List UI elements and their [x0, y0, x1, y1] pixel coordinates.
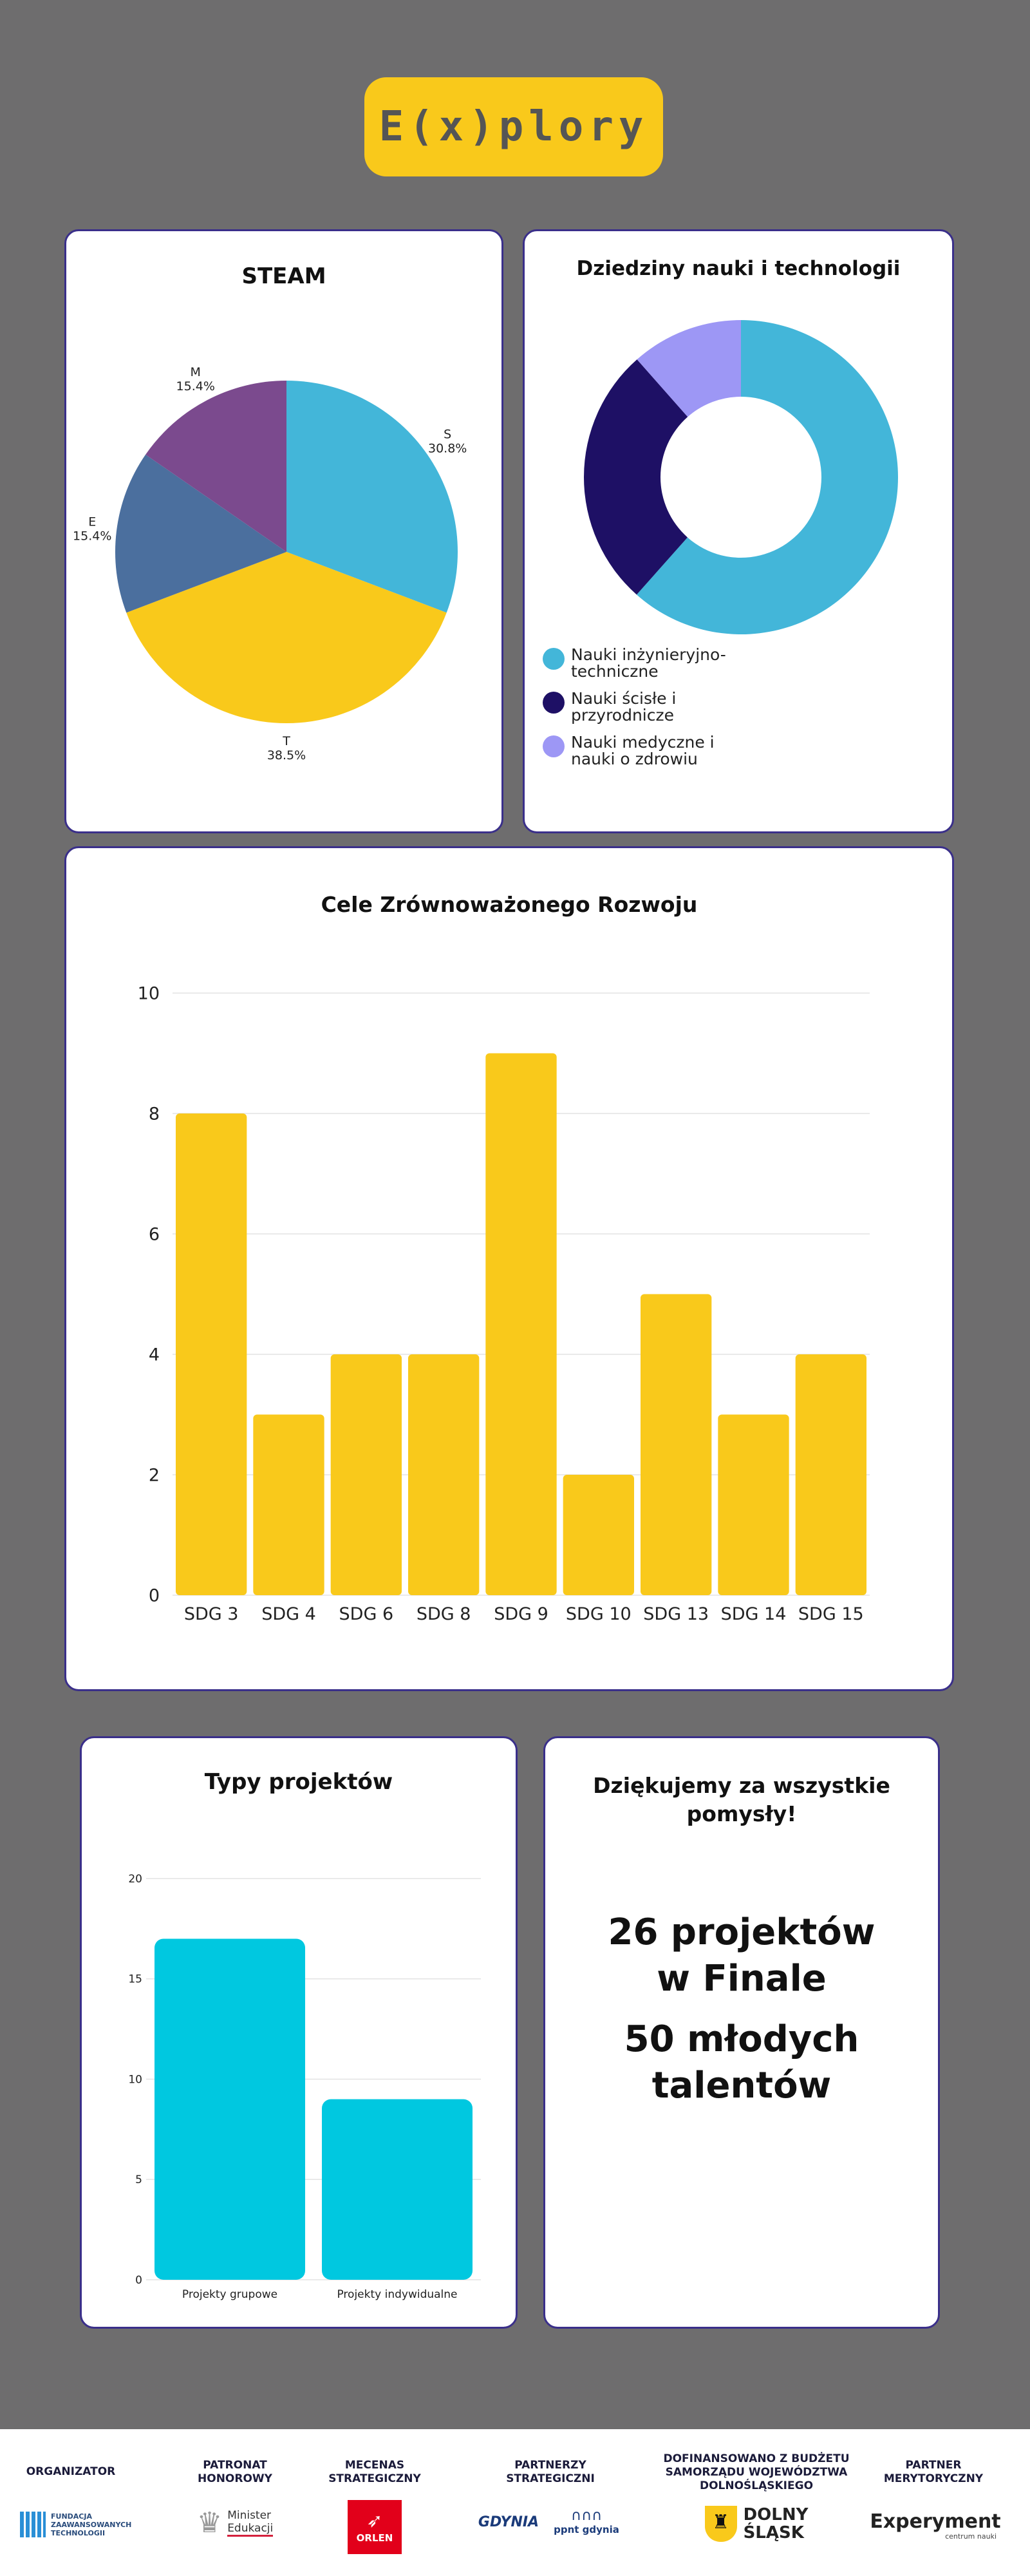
types-bar-projekty-grupowe [154, 1938, 305, 2280]
sdg-xlabel-sdg-3: SDG 3 [183, 1604, 239, 1624]
types-xlabel-projekty-grupowe: Projekty grupowe [182, 2288, 278, 2301]
domains-title: Dziedziny nauki i technologii [576, 257, 901, 280]
sdg-ytick-2: 2 [148, 1465, 160, 1486]
stat-talents-line2: talentów [651, 2065, 832, 2107]
orlen-logo-text: ORLEN [356, 2532, 393, 2544]
sdg-bar-sdg-8 [408, 1354, 479, 1595]
sdg-xlabel-sdg-8: SDG 8 [416, 1604, 471, 1624]
thanks-card [543, 1736, 940, 2329]
sponsors-footer [0, 2429, 1030, 2576]
types-ytick-10: 10 [128, 2073, 142, 2087]
sdg-ytick-0: 0 [148, 1586, 160, 1606]
patron-label: MECENAS STRATEGICZNY [328, 2459, 421, 2485]
sdg-bar-sdg-6 [331, 1354, 402, 1595]
types-ytick-0: 0 [135, 2273, 142, 2287]
sdg-bar-sdg-4 [253, 1415, 324, 1596]
legend-label-medical: Nauki medyczne i nauki o zdrowiu [571, 733, 715, 768]
sdg-bar-sdg-14 [718, 1415, 789, 1596]
legend-label-engineering: Nauki inżynieryjno-techniczne [571, 645, 726, 681]
steam-pie-chart [66, 231, 505, 835]
sdg-ytick-6: 6 [148, 1224, 160, 1245]
sdg-xlabel-sdg-6: SDG 6 [339, 1604, 394, 1624]
domains-card [523, 229, 954, 833]
types-title: Typy projektów [204, 1769, 393, 1795]
steam-pct-e: 15.4% [73, 529, 112, 544]
steam-pct-t: 38.5% [267, 748, 306, 762]
logo-text: E(x)plory [379, 103, 649, 151]
sdg-bar-sdg-13 [641, 1294, 711, 1596]
experyment-logo [868, 2506, 1003, 2545]
types-ytick-20: 20 [128, 1872, 142, 1886]
types-bar-chart [82, 1738, 520, 2331]
types-ytick-5: 5 [135, 2174, 142, 2187]
legend-label-science: Nauki ścisłe i przyrodnicze [571, 689, 677, 724]
dolny-slask-text [744, 2506, 809, 2542]
sdg-ytick-4: 4 [148, 1345, 160, 1365]
steam-label-t: T [283, 734, 290, 748]
steam-title: STEAM [241, 263, 326, 289]
patronage-label: PATRONAT HONOROWY [198, 2459, 272, 2485]
steam-pct-m: 15.4% [176, 379, 215, 393]
legend-swatch-medical [543, 735, 565, 757]
types-card [80, 1736, 518, 2329]
funding-label: DOFINANSOWANO Z BUDŻETU SAMORZĄDU WOJEWÓDZTWA DOLNOŚLĄSKIEGO [663, 2452, 850, 2492]
sdg-title: Cele Zrównoważonego Rozwoju [321, 892, 698, 917]
legend-item-engineering [543, 647, 738, 680]
steam-label-s: S [444, 427, 452, 442]
sdg-bar-chart [66, 848, 956, 1693]
patronage-logo [174, 2500, 296, 2545]
patronage-logo-text [227, 2509, 273, 2537]
steam-pct-s: 30.8% [428, 441, 467, 456]
legend-item-science [543, 690, 738, 724]
merit-label: PARTNER MERYTORYCZNY [883, 2459, 984, 2485]
stat-projects-line2: w Finale [657, 1958, 827, 2000]
orlen-logo [348, 2500, 402, 2554]
sdg-ytick-10: 10 [137, 983, 160, 1004]
sdg-xlabel-sdg-9: SDG 9 [494, 1604, 548, 1624]
sdg-xlabel-sdg-15: SDG 15 [798, 1604, 864, 1624]
stat-projects-line1: 26 projektów [608, 1911, 876, 1953]
organizer-logo-text: FUNDACJA ZAAWANSOWANYCH TECHNOLOGII [51, 2512, 132, 2537]
thanks-heading: Dziękujemy za wszystkie pomysły! [593, 1773, 890, 1826]
types-ytick-15: 15 [128, 1973, 142, 1986]
sdg-bar-sdg-9 [485, 1054, 556, 1596]
sdg-ytick-8: 8 [148, 1104, 160, 1124]
steam-label-e: E [88, 515, 97, 529]
patronage-logo-line2: Edukacji [227, 2521, 274, 2535]
dolny-slask-line1: DOLNY [743, 2505, 809, 2524]
patronage-logo-line1: Minister [227, 2508, 272, 2522]
steam-card [64, 229, 503, 833]
sdg-card [64, 846, 954, 1691]
fzt-icon [20, 2512, 46, 2537]
sdg-bar-sdg-15 [796, 1354, 866, 1595]
legend-swatch-engineering [543, 648, 565, 670]
orlen-eagle-icon: ➶ [366, 2510, 383, 2532]
steam-label-m: M [190, 365, 201, 379]
gdynia-logo [476, 2509, 541, 2535]
sdg-xlabel-sdg-4: SDG 4 [261, 1604, 316, 1624]
ppnt-logo-text: ppnt gdynia [554, 2524, 619, 2535]
ppnt-logo [548, 2501, 624, 2543]
types-bar-projekty-indywidualne [322, 2099, 473, 2280]
sdg-xlabel-sdg-10: SDG 10 [565, 1604, 632, 1624]
sdg-xlabel-sdg-13: SDG 13 [643, 1604, 709, 1624]
organizer-logo [13, 2505, 135, 2544]
eagle-icon: ♛ [196, 2506, 223, 2539]
ppnt-wave-icon: ∩∩∩ [570, 2508, 603, 2524]
explory-logo [364, 77, 663, 176]
sdg-bar-sdg-10 [563, 1475, 634, 1595]
sdg-xlabel-sdg-14: SDG 14 [720, 1604, 787, 1624]
gdynia-logo-text: GDYNIA [478, 2514, 539, 2530]
sdg-bar-sdg-3 [176, 1113, 247, 1595]
organizer-label: ORGANIZATOR [26, 2465, 116, 2478]
legend-item-medical [543, 734, 738, 768]
types-xlabel-projekty-indywidualne: Projekty indywidualne [337, 2288, 458, 2301]
partners-label: PARTNERZY STRATEGICZNI [506, 2459, 595, 2485]
experyment-logo-sub: centrum nauki [945, 2532, 997, 2541]
eagle-shield-icon: ♜ [705, 2506, 737, 2542]
experyment-logo-text: Experyment [870, 2510, 1001, 2533]
stat-talents-line1: 50 młodych [624, 2018, 859, 2060]
dolny-slask-line2: ŚLĄSK [743, 2523, 804, 2543]
dolny-slask-logo [695, 2501, 818, 2546]
legend-swatch-science [543, 692, 565, 714]
